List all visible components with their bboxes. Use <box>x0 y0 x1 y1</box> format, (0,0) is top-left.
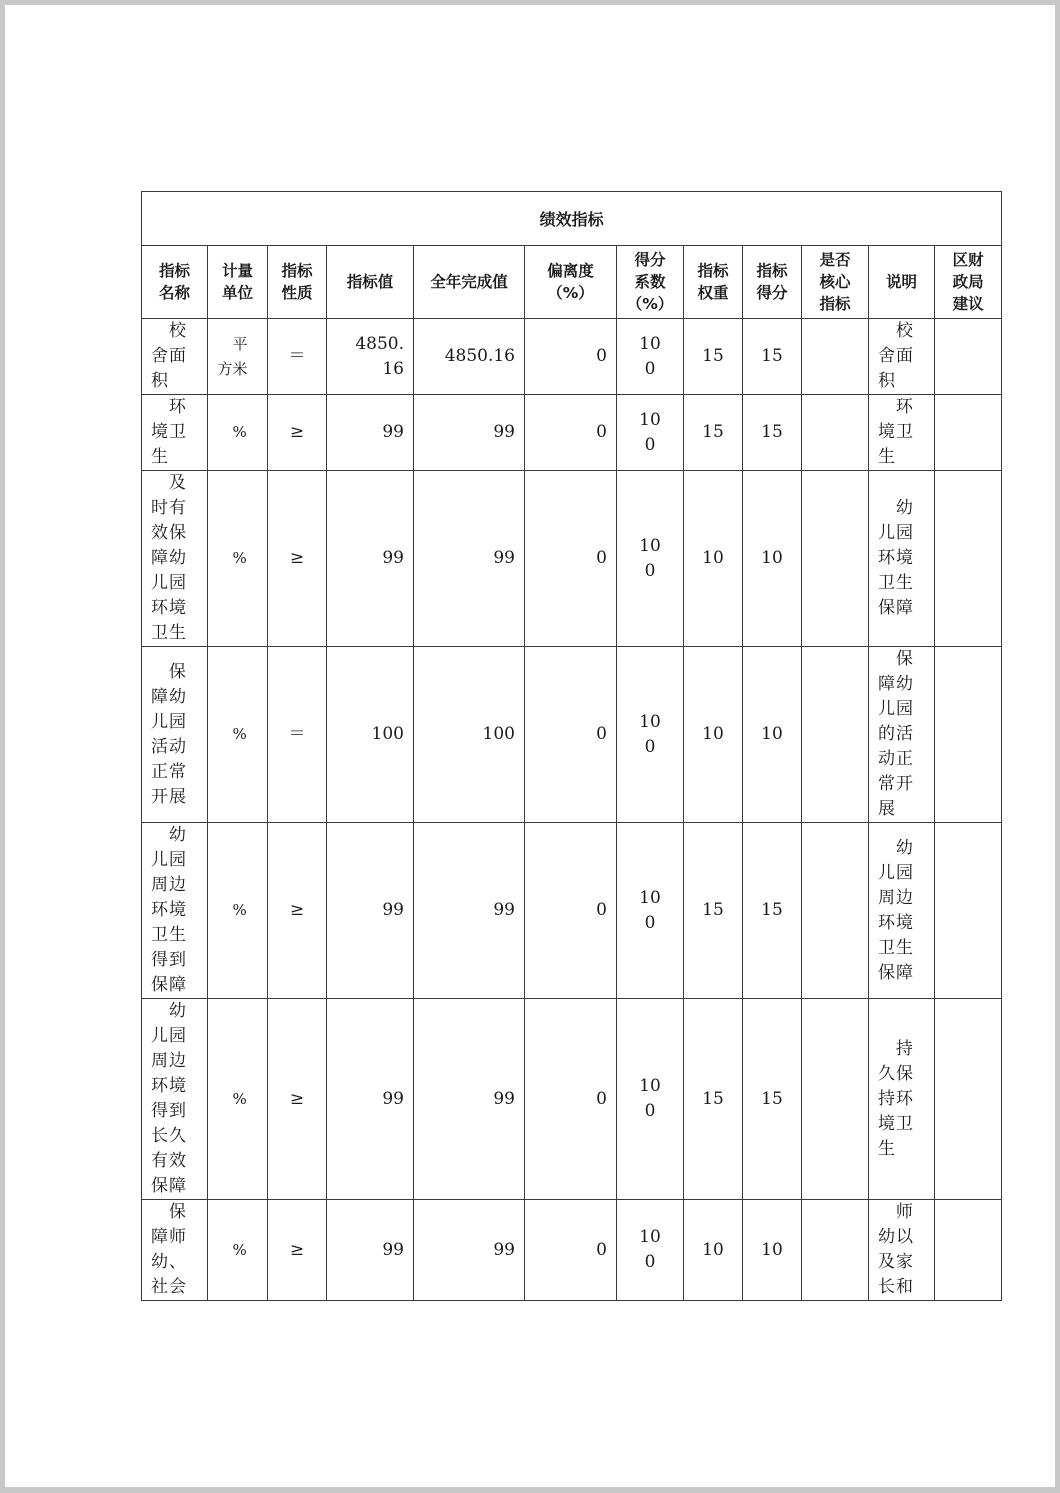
header-cell: 指标 权重 <box>684 246 743 319</box>
note-text: 幼儿园环境卫生保障 <box>878 498 914 618</box>
core-indicator-cell <box>802 395 869 471</box>
score-cell <box>743 999 802 1200</box>
coefficient-cell <box>617 999 684 1200</box>
advice-cell <box>935 395 1002 471</box>
indicator-name-cell <box>142 647 208 823</box>
weight-cell <box>684 647 743 823</box>
actual-value-cell <box>414 471 525 647</box>
indicator-name: 幼儿园周边环境得到长久有效保障 <box>151 1001 187 1196</box>
note-cell <box>869 1200 935 1301</box>
unit-cell <box>208 823 268 999</box>
header-cell: 计量 单位 <box>208 246 268 319</box>
header-cell: 指标 名称 <box>142 246 208 319</box>
note-text: 师幼以及家长和 <box>878 1202 914 1297</box>
score-cell <box>743 823 802 999</box>
advice-cell <box>935 999 1002 1200</box>
score-cell <box>743 471 802 647</box>
indicator-name-cell <box>142 823 208 999</box>
core-indicator-cell <box>802 823 869 999</box>
nature-cell <box>268 471 327 647</box>
coefficient-cell <box>617 823 684 999</box>
deviation-cell <box>525 999 617 1200</box>
deviation-cell <box>525 319 617 395</box>
target-value: 4850.16 <box>355 333 404 379</box>
score-value: 15 <box>761 422 783 442</box>
weight-value: 10 <box>702 548 724 568</box>
header-cell: 指标值 <box>327 246 414 319</box>
weight-cell <box>684 319 743 395</box>
core-indicator-cell <box>802 999 869 1200</box>
nature-value: ≥ <box>289 1088 305 1109</box>
header-cell: 说明 <box>869 246 935 319</box>
target-value-cell <box>327 647 414 823</box>
target-value-cell <box>327 319 414 395</box>
indicator-name-cell <box>142 999 208 1200</box>
actual-value: 99 <box>493 1239 515 1260</box>
indicator-name-cell <box>142 395 208 471</box>
indicator-name: 环境卫生 <box>151 397 187 467</box>
nature-cell <box>268 319 327 395</box>
unit-value: % <box>232 725 247 743</box>
nature-value: ≥ <box>289 1239 305 1260</box>
deviation-cell <box>525 823 617 999</box>
target-value-cell <box>327 471 414 647</box>
coefficient-value: 100 <box>639 333 661 379</box>
weight-cell <box>684 1200 743 1301</box>
deviation-cell <box>525 647 617 823</box>
coefficient-value: 100 <box>639 409 661 455</box>
advice-cell <box>935 471 1002 647</box>
actual-value: 99 <box>493 1088 515 1109</box>
target-value: 99 <box>382 422 404 442</box>
coefficient-cell <box>617 395 684 471</box>
score-value: 10 <box>761 724 783 744</box>
table-title: 绩效指标 <box>142 192 1002 246</box>
core-indicator-cell <box>802 319 869 395</box>
header-cell: 全年完成值 <box>414 246 525 319</box>
weight-cell <box>684 471 743 647</box>
target-value: 99 <box>382 1088 404 1109</box>
actual-value-cell <box>414 999 525 1200</box>
unit-value: % <box>232 549 247 567</box>
weight-value: 15 <box>702 1088 724 1109</box>
deviation-cell <box>525 1200 617 1301</box>
actual-value: 4850.16 <box>444 346 515 366</box>
deviation-cell <box>525 395 617 471</box>
coefficient-cell <box>617 319 684 395</box>
coefficient-value: 100 <box>639 535 661 581</box>
indicator-name-cell <box>142 319 208 395</box>
actual-value-cell <box>414 823 525 999</box>
note-cell <box>869 471 935 647</box>
score-value: 15 <box>761 346 783 366</box>
score-cell <box>743 647 802 823</box>
nature-value: ＝ <box>288 724 306 744</box>
actual-value-cell <box>414 647 525 823</box>
deviation-value: 0 <box>596 346 607 366</box>
table-row <box>142 1200 1002 1301</box>
score-cell <box>743 395 802 471</box>
coefficient-value: 100 <box>639 711 661 757</box>
table-row <box>142 823 1002 999</box>
weight-value: 15 <box>702 900 724 920</box>
advice-cell <box>935 1200 1002 1301</box>
score-cell <box>743 1200 802 1301</box>
coefficient-cell <box>617 1200 684 1301</box>
indicator-name: 保障师幼、社会 <box>151 1202 187 1297</box>
table-row <box>142 999 1002 1200</box>
note-text: 环境卫生 <box>878 397 914 467</box>
nature-value: ≥ <box>289 548 305 568</box>
unit-cell <box>208 647 268 823</box>
score-value: 15 <box>761 900 783 920</box>
note-cell <box>869 999 935 1200</box>
unit-cell <box>208 1200 268 1301</box>
unit-value: % <box>232 901 247 919</box>
advice-cell <box>935 823 1002 999</box>
weight-cell <box>684 395 743 471</box>
header-cell: 是否 核心 指标 <box>802 246 869 319</box>
header-cell: 得分 系数 （%） <box>617 246 684 319</box>
nature-cell <box>268 823 327 999</box>
performance-indicator-table <box>141 191 1002 1301</box>
actual-value: 99 <box>493 900 515 920</box>
header-cell: 指标 得分 <box>743 246 802 319</box>
unit-cell <box>208 395 268 471</box>
note-text: 保障幼儿园的活动正常开展 <box>878 649 914 819</box>
note-text: 幼儿园周边环境卫生保障 <box>878 837 914 983</box>
unit-value: % <box>232 1089 247 1108</box>
actual-value: 100 <box>482 724 515 744</box>
table-row <box>142 471 1002 647</box>
note-text: 校舍面积 <box>878 321 914 391</box>
deviation-value: 0 <box>596 724 607 744</box>
unit-value: % <box>232 423 247 441</box>
table-body <box>142 319 1002 1301</box>
target-value: 100 <box>371 724 404 744</box>
note-cell <box>869 395 935 471</box>
unit-cell <box>208 471 268 647</box>
weight-cell <box>684 823 743 999</box>
advice-cell <box>935 319 1002 395</box>
target-value-cell <box>327 1200 414 1301</box>
document-page <box>5 5 1055 1487</box>
advice-cell <box>935 647 1002 823</box>
nature-value: ≥ <box>289 422 305 442</box>
indicator-name: 保障幼儿园活动正常开展 <box>151 661 187 807</box>
indicator-name-cell <box>142 471 208 647</box>
nature-cell <box>268 1200 327 1301</box>
weight-value: 10 <box>702 724 724 744</box>
note-cell <box>869 647 935 823</box>
note-text: 持久保持环境卫生 <box>878 1038 914 1159</box>
coefficient-value: 100 <box>639 887 661 933</box>
nature-value: ≥ <box>289 900 305 920</box>
header-cell: 指标 性质 <box>268 246 327 319</box>
score-value: 15 <box>761 1088 783 1109</box>
weight-cell <box>684 999 743 1200</box>
nature-cell <box>268 395 327 471</box>
actual-value-cell <box>414 395 525 471</box>
actual-value: 99 <box>493 422 515 442</box>
unit-cell <box>208 999 268 1200</box>
target-value-cell <box>327 999 414 1200</box>
table-row <box>142 647 1002 823</box>
unit-cell <box>208 319 268 395</box>
deviation-cell <box>525 471 617 647</box>
deviation-value: 0 <box>596 900 607 920</box>
weight-value: 15 <box>702 422 724 442</box>
indicator-name: 幼儿园周边环境卫生得到保障 <box>151 825 187 995</box>
target-value-cell <box>327 823 414 999</box>
note-cell <box>869 823 935 999</box>
actual-value-cell <box>414 319 525 395</box>
table-row <box>142 395 1002 471</box>
deviation-value: 0 <box>596 548 607 568</box>
deviation-value: 0 <box>596 1239 607 1260</box>
target-value: 99 <box>382 1239 404 1260</box>
score-value: 10 <box>761 1239 783 1260</box>
coefficient-cell <box>617 647 684 823</box>
coefficient-value: 100 <box>639 1227 661 1272</box>
core-indicator-cell <box>802 471 869 647</box>
header-row <box>142 246 1002 319</box>
actual-value-cell <box>414 1200 525 1301</box>
indicator-name-cell <box>142 1200 208 1301</box>
weight-value: 15 <box>702 346 724 366</box>
coefficient-value: 100 <box>639 1076 661 1121</box>
coefficient-cell <box>617 471 684 647</box>
score-cell <box>743 319 802 395</box>
nature-cell <box>268 647 327 823</box>
target-value-cell <box>327 395 414 471</box>
indicator-name: 及时有效保障幼儿园环境卫生 <box>151 473 187 643</box>
target-value: 99 <box>382 900 404 920</box>
score-value: 10 <box>761 548 783 568</box>
nature-cell <box>268 999 327 1200</box>
table-row <box>142 319 1002 395</box>
core-indicator-cell <box>802 1200 869 1301</box>
target-value: 99 <box>382 548 404 568</box>
deviation-value: 0 <box>596 422 607 442</box>
nature-value: ＝ <box>288 346 306 366</box>
weight-value: 10 <box>702 1239 724 1260</box>
unit-value: % <box>232 1240 247 1259</box>
header-cell: 偏离度 （%） <box>525 246 617 319</box>
unit-value: 平方米 <box>217 334 248 378</box>
note-cell <box>869 319 935 395</box>
header-cell: 区财 政局 建议 <box>935 246 1002 319</box>
actual-value: 99 <box>493 548 515 568</box>
core-indicator-cell <box>802 647 869 823</box>
deviation-value: 0 <box>596 1088 607 1109</box>
indicator-name: 校舍面积 <box>151 321 187 391</box>
